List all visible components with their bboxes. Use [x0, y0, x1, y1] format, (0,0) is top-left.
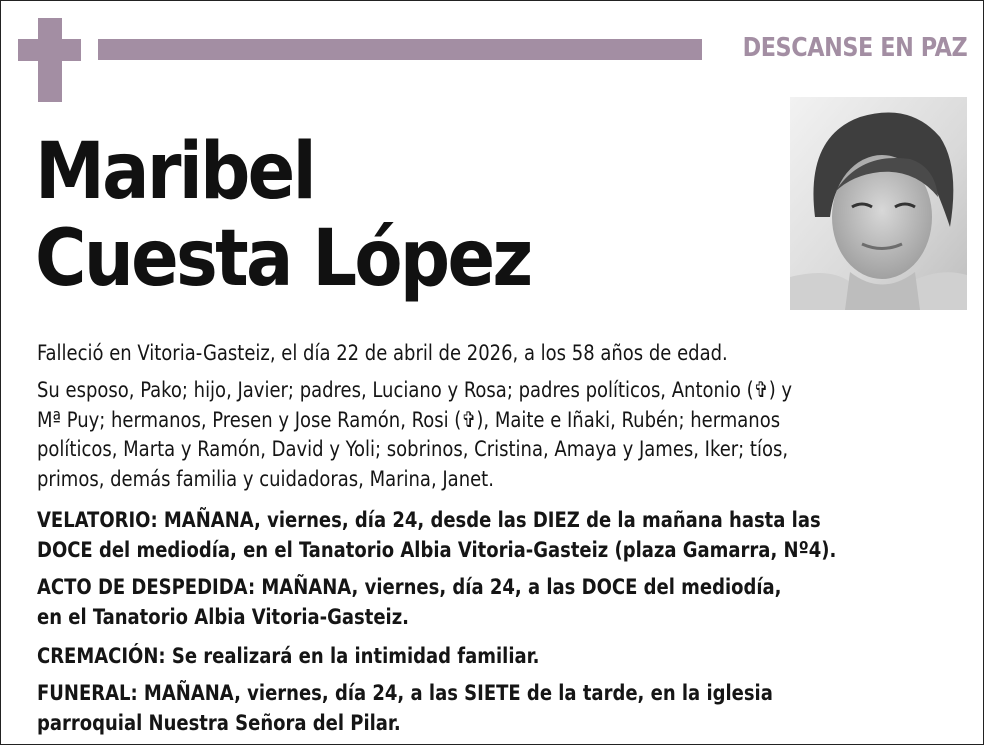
family-line: políticos, Marta y Ramón, David y Yoli; sobrinos, Cristina, Amaya y James, Iker; tíos, [37, 437, 789, 462]
family-line: Su esposo, Pako; hijo, Javier; padres, Luciano y Rosa; padres políticos, Antonio (✞) y [37, 378, 793, 403]
header-band [98, 39, 702, 60]
portrait-photo [790, 97, 967, 310]
family-list [37, 376, 949, 494]
rip-label: DESCANSE EN PAZ [742, 33, 967, 63]
family-line: primos, demás familia y cuidadoras, Marina, Janet. [37, 466, 494, 492]
death-notice: Falleció en Vitoria-Gasteiz, el día 22 de abril de 2026, a los 58 años de edad. [37, 341, 728, 366]
deceased-first-name: Maribel [35, 127, 314, 217]
funeral-info: FUNERAL: MAÑANA, viernes, día 24, a las SIETE de la tarde, en la iglesia parroquial Nuestra Señora del Pilar. [37, 681, 773, 736]
despedida-info: ACTO DE DESPEDIDA: MAÑANA, viernes, día 24, a las DOCE del mediodía, en el Tanatorio Albia Vitoria-Gasteiz. [37, 575, 782, 630]
family-line: Mª Puy; hermanos, Presen y Jose Ramón, Rosi (✞), Maite e Iñaki, Rubén; hermanos [37, 407, 781, 433]
velatorio-info: VELATORIO: MAÑANA, viernes, día 24, desde las DIEZ de la mañana hasta las DOCE del mediodía, en el Tanatorio Albia Vitoria-Gasteiz (plaza Gamarra, Nº4). [37, 508, 837, 563]
cremacion-info: CREMACIÓN: Se realizará en la intimidad familiar. [37, 644, 540, 669]
deceased-surnames: Cuesta López [35, 214, 531, 304]
